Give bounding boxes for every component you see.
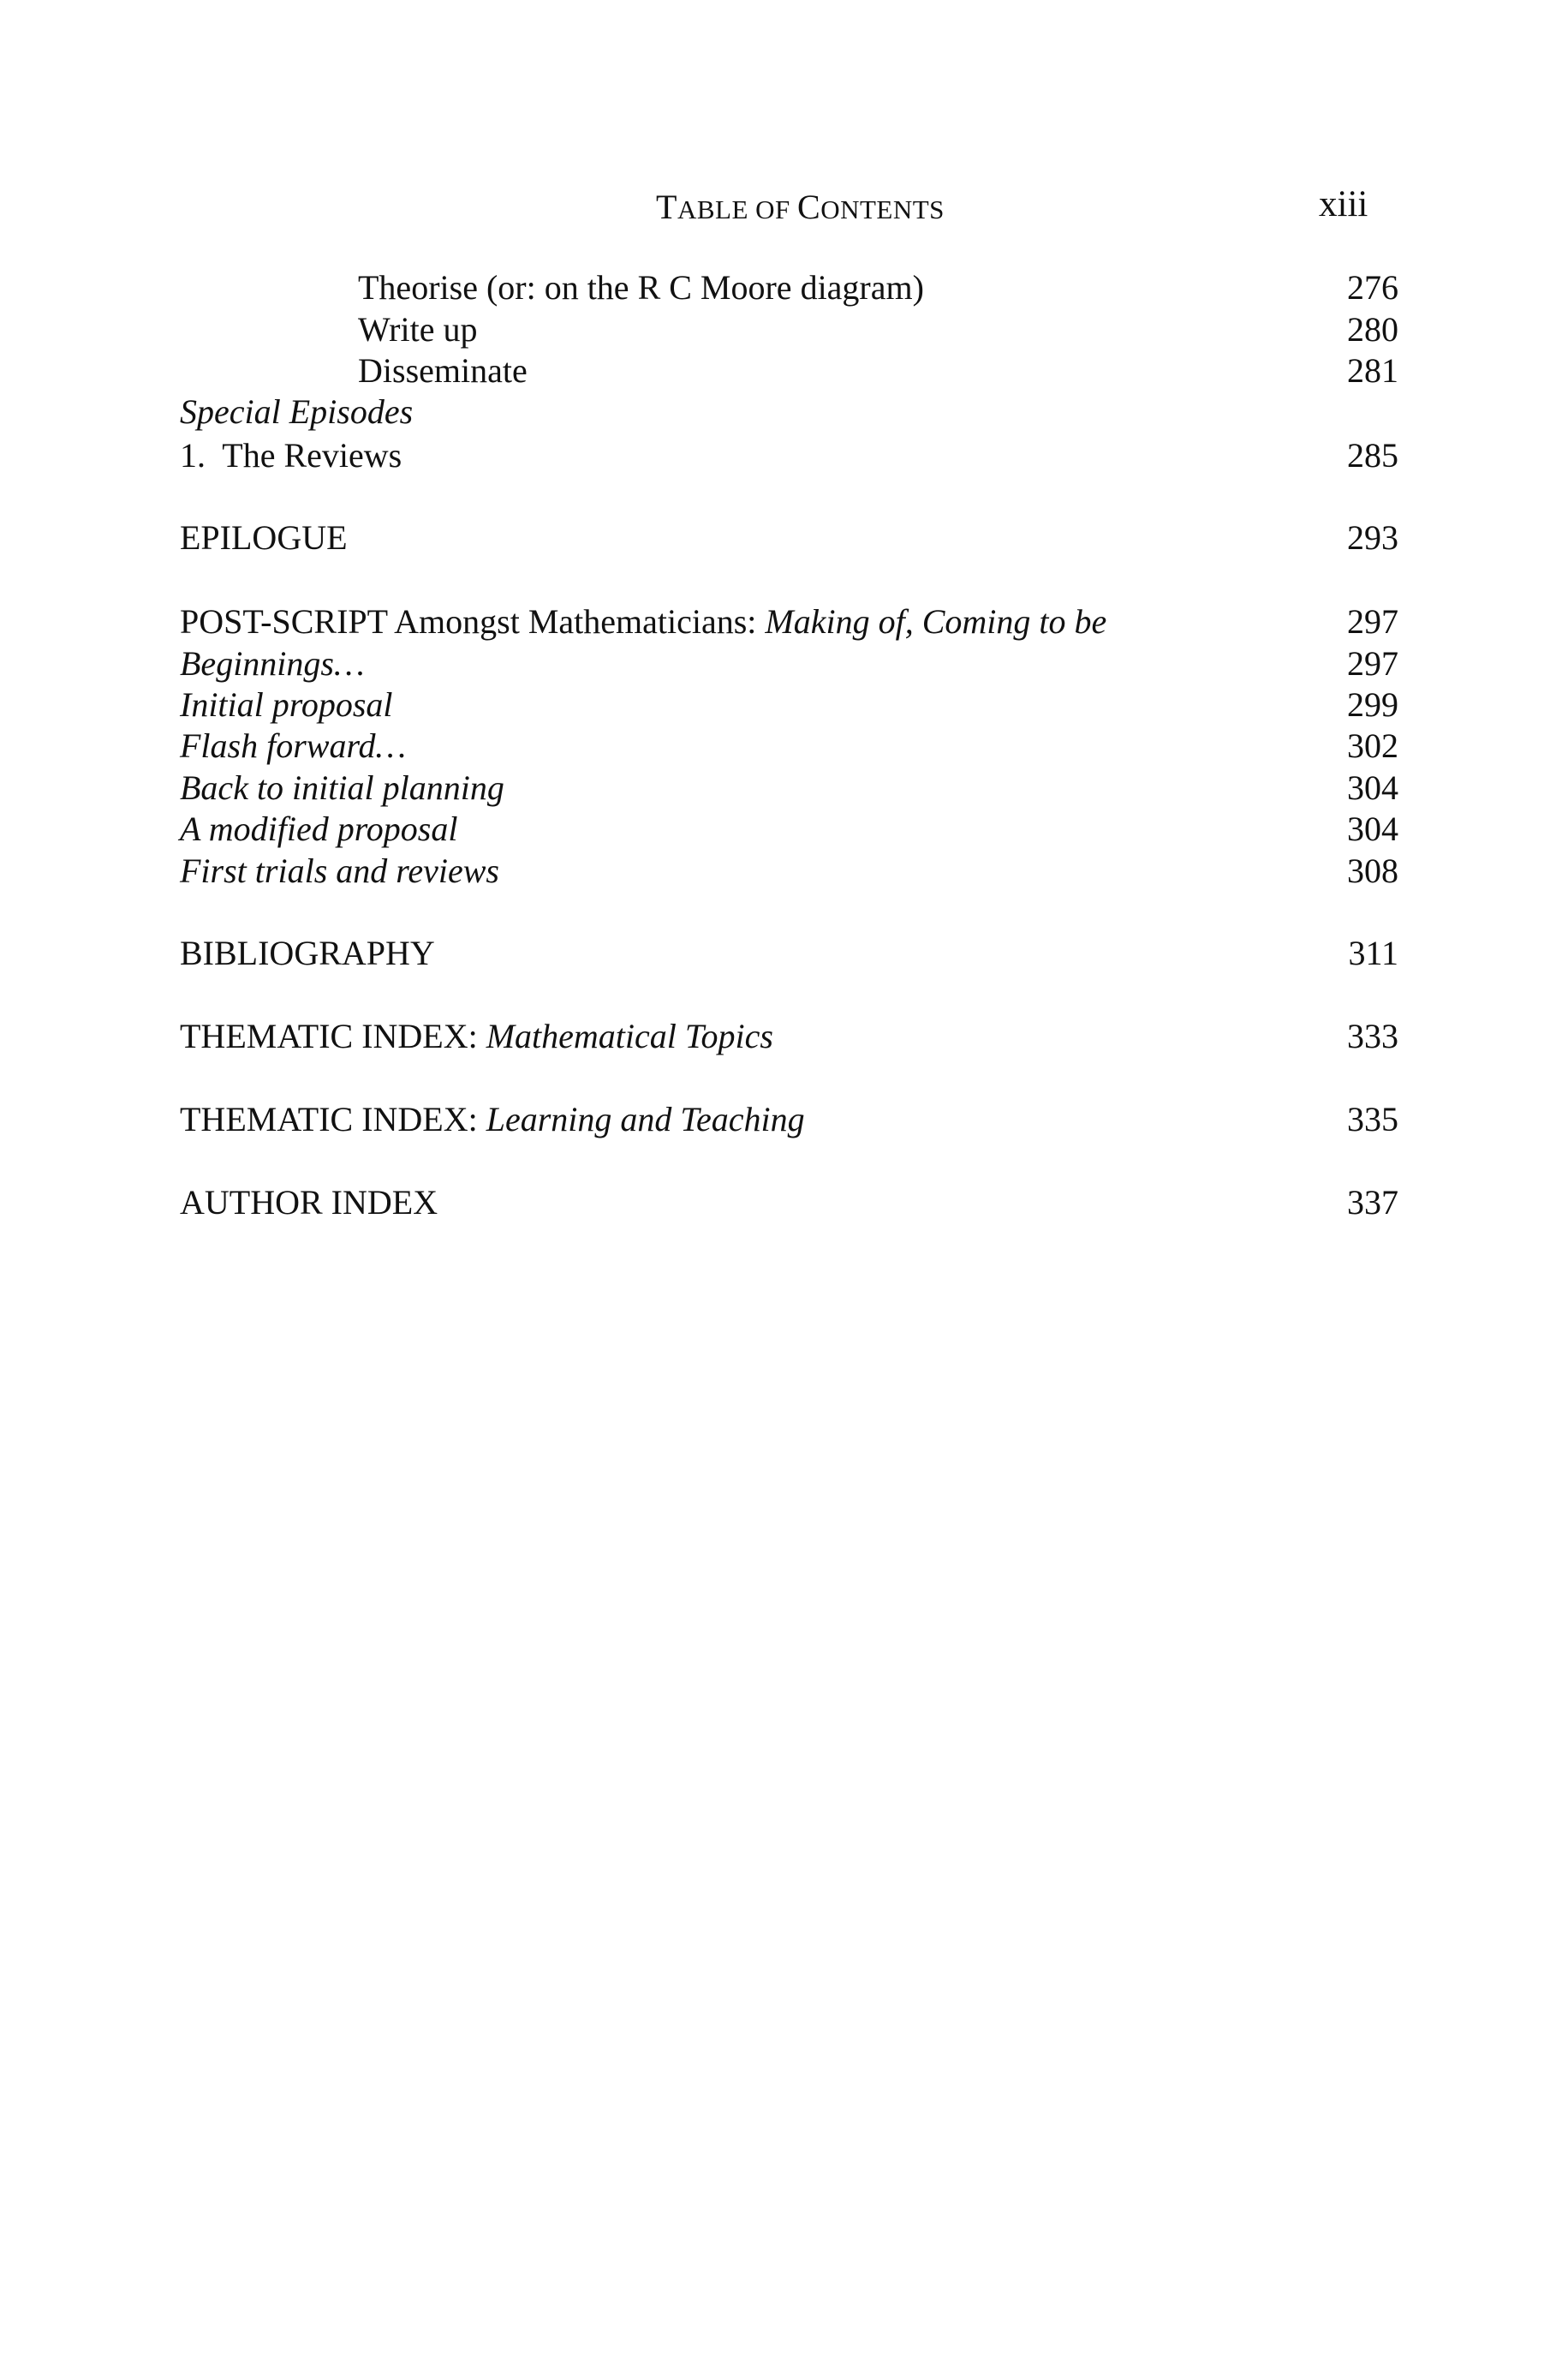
toc-entry-page: 308 <box>1347 851 1398 890</box>
toc-entry-label: THEMATIC INDEX: Learning and Teaching <box>180 1100 805 1138</box>
toc-entry-label: Flash forward… <box>180 726 407 765</box>
toc-entry-modified-proposal <box>0 807 1568 851</box>
toc-entry-page: 335 <box>1347 1100 1398 1138</box>
toc-entry-epilogue <box>0 516 1568 560</box>
toc-entry-page: 285 <box>1347 436 1398 475</box>
toc-entry-label: Beginnings… <box>180 644 365 683</box>
toc-entry-initial-proposal <box>0 683 1568 727</box>
page-number: xiii <box>1319 184 1368 224</box>
toc-entry-theorise <box>0 266 1568 310</box>
toc-entry-page: 304 <box>1347 810 1398 848</box>
toc-entry-bibliography <box>0 931 1568 976</box>
toc-entry-page: 276 <box>1347 268 1398 307</box>
toc-entry-page: 299 <box>1347 685 1398 724</box>
toc-entry-page: 302 <box>1347 726 1398 765</box>
toc-entry-label: THEMATIC INDEX: Mathematical Topics <box>180 1017 773 1055</box>
toc-entry-label: BIBLIOGRAPHY <box>180 934 435 972</box>
toc-entry-author-index <box>0 1180 1568 1225</box>
toc-entry-label: First trials and reviews <box>180 851 499 890</box>
toc-entry-page: 293 <box>1347 518 1398 557</box>
toc-entry-label: Write up <box>358 310 478 349</box>
running-header <box>0 184 1568 230</box>
toc-entry-label: Disseminate <box>358 351 528 390</box>
toc-entry-disseminate <box>0 349 1568 393</box>
toc-entry-label: EPILOGUE <box>180 518 348 557</box>
toc-entry-label: Back to initial planning <box>180 768 504 807</box>
toc-entry-write-up <box>0 308 1568 352</box>
toc-entry-label: A modified proposal <box>180 810 458 848</box>
toc-entry-thematic-index-math <box>0 1014 1568 1059</box>
toc-entry-thematic-index-teaching <box>0 1097 1568 1142</box>
toc-entry-beginnings <box>0 642 1568 686</box>
toc-entry-the-reviews <box>0 433 1568 478</box>
toc-entry-page: 311 <box>1348 934 1398 972</box>
toc-entry-first-trials <box>0 849 1568 893</box>
toc-entry-page: 304 <box>1347 768 1398 807</box>
toc-entry-label: Initial proposal <box>180 685 393 724</box>
toc-entry-page: 337 <box>1347 1183 1398 1222</box>
toc-entry-page: 280 <box>1347 310 1398 349</box>
toc-entry-label: Theorise (or: on the R C Moore diagram) <box>358 268 924 307</box>
toc-entry-label: 1. The Reviews <box>180 436 402 475</box>
toc-entry-page: 297 <box>1347 602 1398 641</box>
toc-entry-post-script <box>0 600 1568 644</box>
toc-entry-label: Special Episodes <box>180 392 414 431</box>
toc-entry-page: 281 <box>1347 351 1398 390</box>
toc-entry-back-to-initial-planning <box>0 766 1568 810</box>
running-title: TABLE OF CONTENTS <box>656 188 945 226</box>
toc-entry-page: 333 <box>1347 1017 1398 1055</box>
toc-entry-page: 297 <box>1347 644 1398 683</box>
toc-entry-label: AUTHOR INDEX <box>180 1183 438 1222</box>
toc-section-special-episodes <box>0 390 1568 434</box>
toc-entry-label: POST-SCRIPT Amongst Mathematicians: Making of, Coming to be <box>180 602 1107 641</box>
toc-entry-flash-forward <box>0 724 1568 768</box>
